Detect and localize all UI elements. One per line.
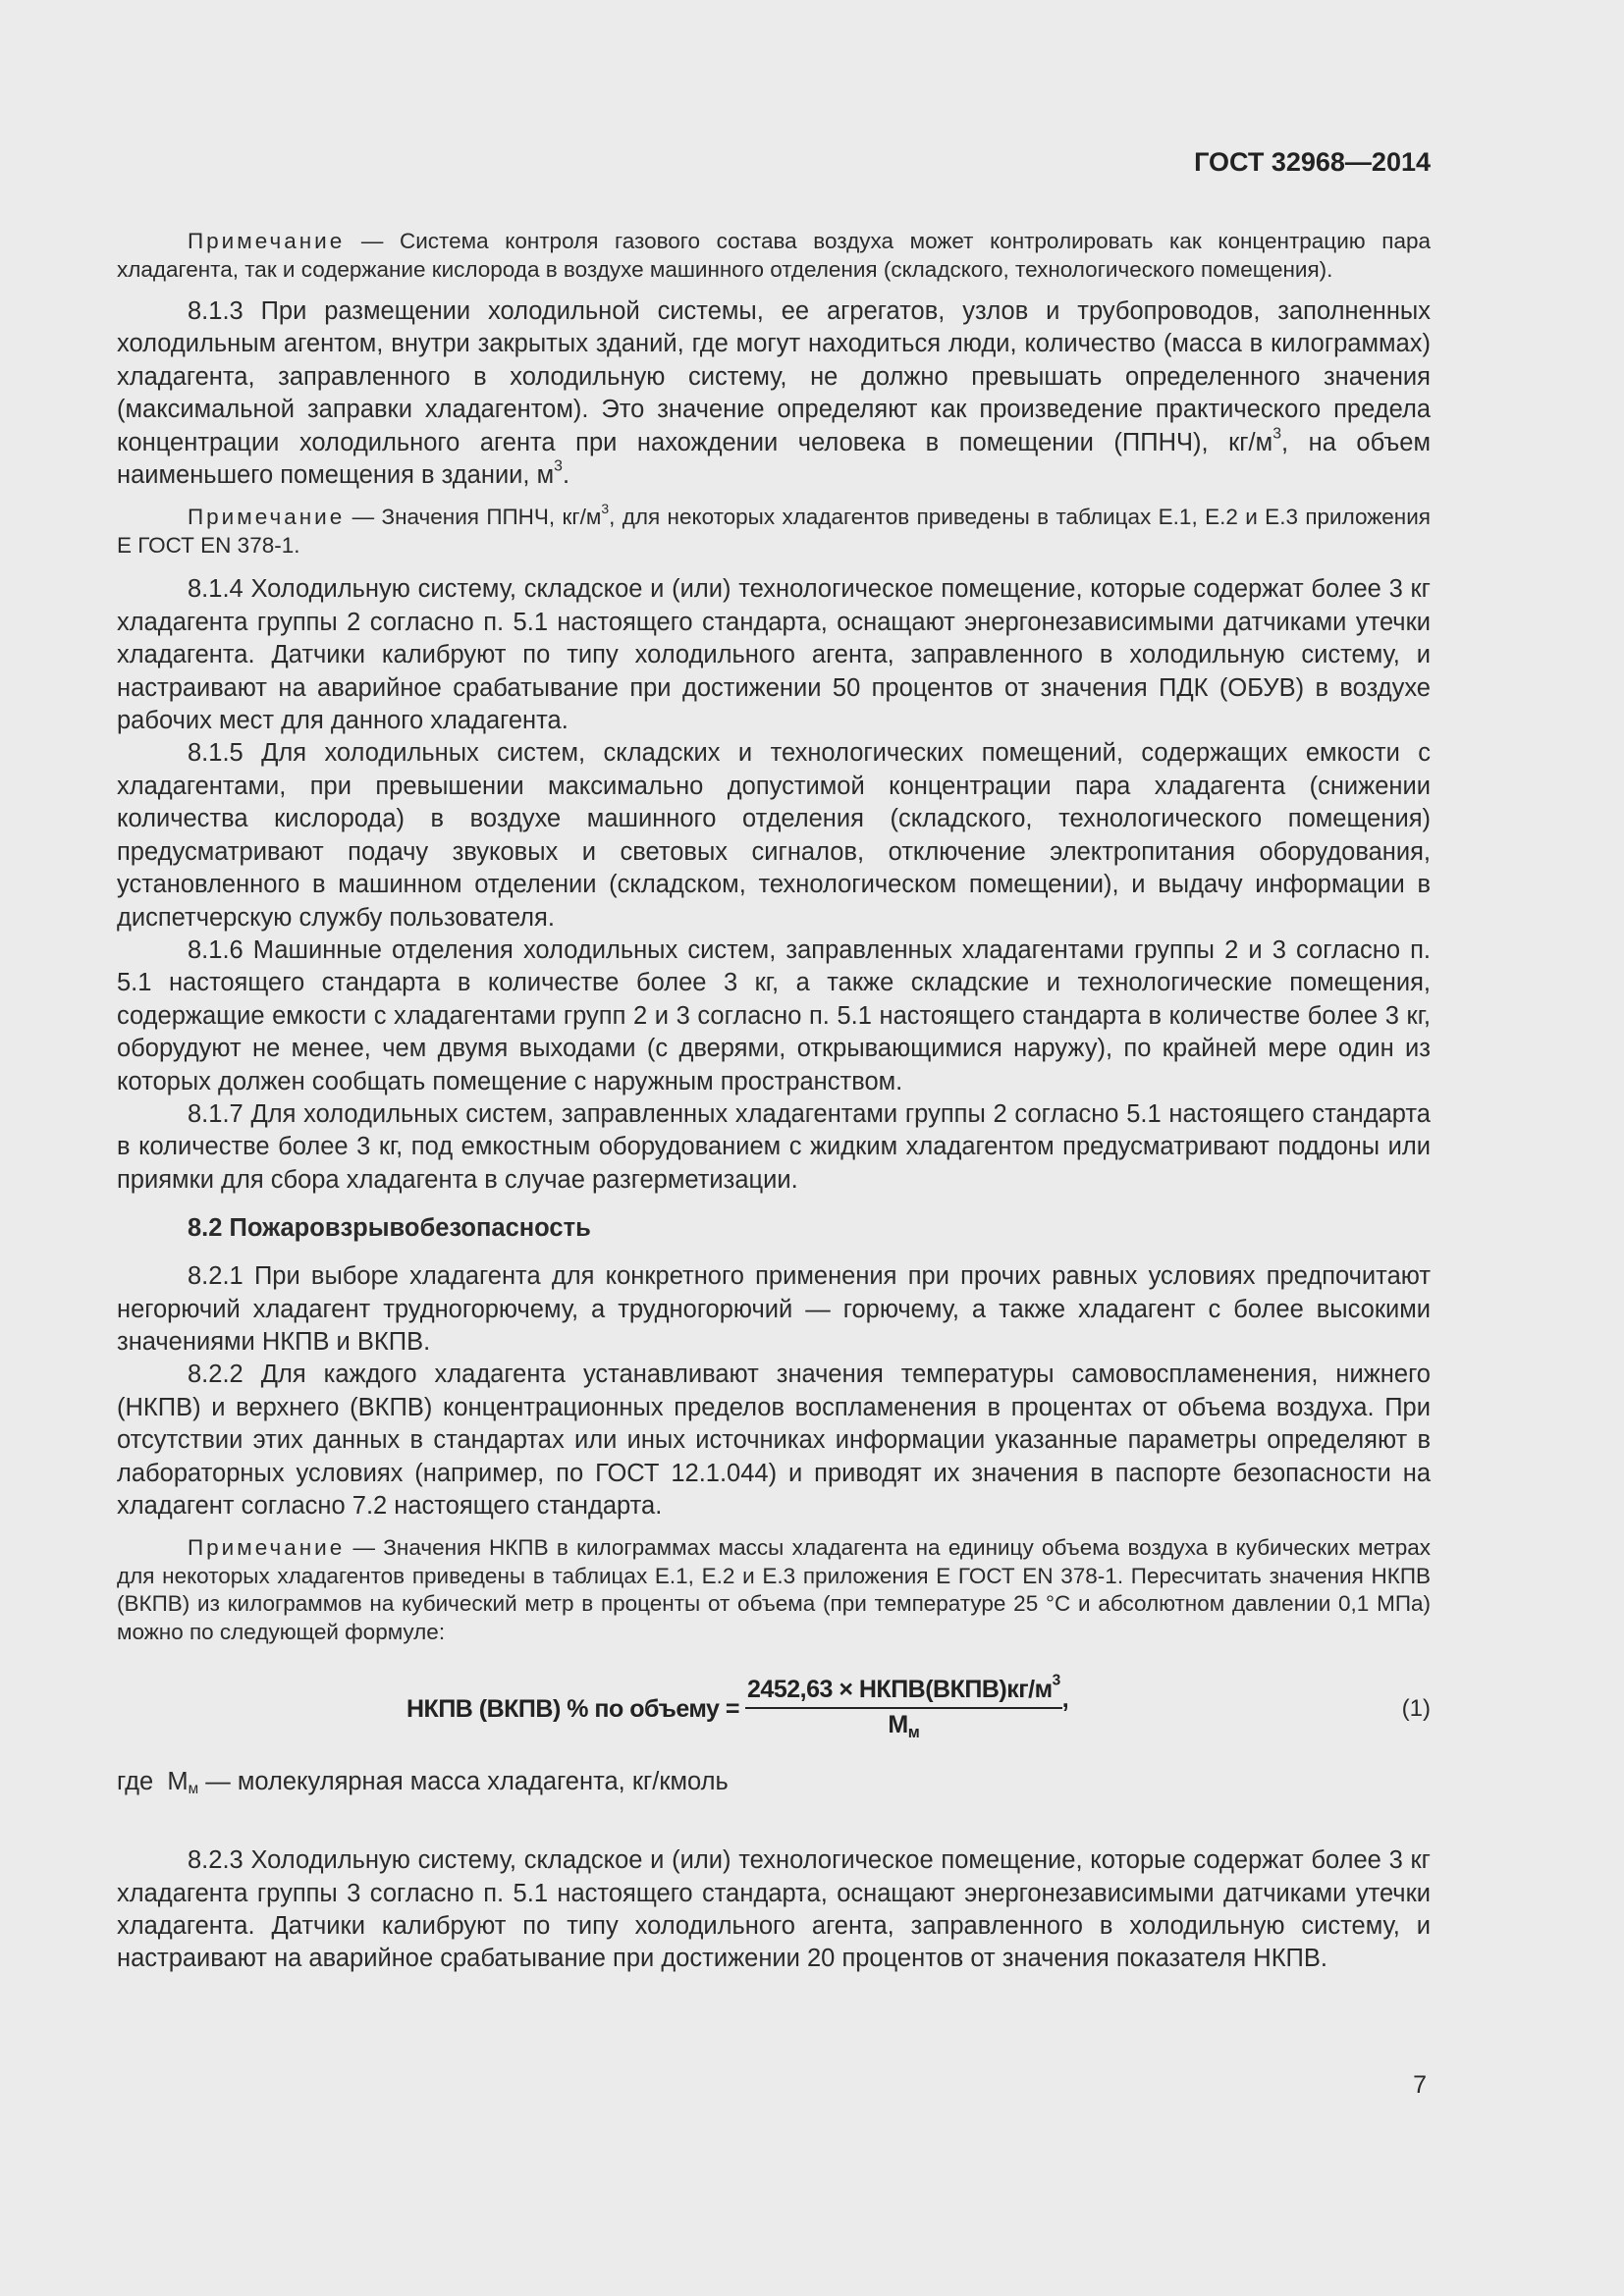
subscript: м [907, 1724, 920, 1742]
note-label: Примечание [188, 229, 346, 253]
paragraph-8-1-4: 8.1.4 Холодильную систему, складское и (или) технологическое помещение, которые содержат более 3 кг хладагента группы 2 согласно п. 5.1 настоящего стандарта, оснащают энергонезависимыми датчиками утечки хладагента. Датчики калибруют по типу холодильного агента, заправленного в холодильную систему, и настраивают на аварийное срабатывание при достижении 50 процентов от значения ПДК (ОБУВ) в воздухе рабочих мест для данного хладагента. [117, 575, 1431, 735]
note-label: Примечание [188, 1535, 346, 1561]
note-nkpv-conversion [117, 1534, 1431, 1646]
formula-lhs: НКПВ (ВКПВ) % по объему = [406, 1694, 740, 1723]
note-label: Примечание [188, 505, 346, 530]
formula-fraction [745, 1673, 1062, 1742]
formula-block [117, 1673, 1431, 1766]
paragraph-text: , на объем наименьшего помещения в здании, м [117, 428, 1432, 490]
note-text: , для некоторых хладагентов приведены в таблицах Е.1, Е.2 и Е.3 приложения Е ГОСТ EN 378-1. [117, 505, 1431, 558]
formula-where-clause [117, 1766, 1431, 1805]
page-number: 7 [1413, 2071, 1427, 2099]
paragraph-text: 8.1.3 При размещении холодильной системы, ее агрегатов, узлов и трубопроводов, заполненных холодильным агентом, внутри закрытых зданий, где могут находиться люди, количество (масса в килограммах) хладагента, заправленного в холодильную систему, не должно превышать определенного значения (максимальной заправки хладагентом). Это значение определяют как произведение практического предела концентрации холодильного агента при нахождении человека в помещении (ППНЧ), кг/м [117, 297, 1431, 456]
superscript: 3 [1052, 1673, 1060, 1690]
paragraph-text: . [562, 461, 570, 490]
paragraph-8-2-2: 8.2.2 Для каждого хладагента устанавливают значения температуры самовоспламенения, нижнего (НКПВ) и верхнего (ВКПВ) концентрационных пределов воспламенения в процентах от объема воздуха. При отсутствии этих данных в стандартах или иных источниках информации указанные параметры определяют в лабораторных условиях (например, по ГОСТ 12.1.044) и приводят их значения в паспорте безопасности на хладагент согласно 7.2 настоящего стандарта. [117, 1361, 1431, 1520]
document-code-header: ГОСТ 32968—2014 [1194, 147, 1431, 177]
superscript: 3 [1272, 424, 1281, 442]
subscript: м [188, 1781, 199, 1798]
numerator-text: 2452,63 × НКПВ(ВКПВ)кг/м [747, 1676, 1053, 1704]
paragraph-8-1-7: 8.1.7 Для холодильных систем, заправленных хладагентами группы 2 согласно 5.1 настоящего стандарта в количестве более 3 кг, под емкостным оборудованием с жидким хладагентом предусматривают поддоны или приямки для сбора хладагента в случае разгерметизации. [117, 1099, 1431, 1194]
denominator-text: М [888, 1711, 908, 1739]
note-system-control [117, 228, 1431, 284]
paragraph-8-2-1: 8.2.1 При выборе хладагента для конкретного применения при прочих равных условиях предпочитают негорючий хладагент трудногорючему, а трудногорючий — горючему, а также хладагент с более высокими значениями НКПВ и ВКПВ. [117, 1262, 1431, 1356]
paragraph-8-1-5: 8.1.5 Для холодильных систем, складских и технологических помещений, содержащих емкости с хладагентами, при превышении максимально допустимой концентрации пара хладагента (снижении количества кислорода) в воздухе машинного отделения (складского, технологического помещения) предусматривают подачу звуковых и световых сигналов, отключение электропитания оборудования, установленного в машинном отделении (складском, технологическом помещении), и выдачу информации в диспетчерскую службу пользователя. [117, 739, 1431, 932]
formula [406, 1673, 1069, 1742]
where-text: — молекулярная масса хладагента, кг/кмоль [198, 1768, 729, 1796]
paragraph-8-2-3: 8.2.3 Холодильную систему, складское и (или) технологическое помещение, которые содержат более 3 кг хладагента группы 3 согласно п. 5.1 настоящего стандарта, оснащают энергонезависимыми датчиками утечки хладагента. Датчики калибруют по типу холодильного агента, заправленного в холодильную систему, и настраивают на аварийное срабатывание при достижении 20 процентов от значения показателя НКПВ. [117, 1846, 1431, 1973]
paragraph-8-1-6: 8.1.6 Машинные отделения холодильных систем, заправленных хладагентами группы 2 и 3 согласно п. 5.1 настоящего стандарта в количестве более 3 кг, а также складские и технологические помещения, содержащие емкости с хладагентами групп 2 и 3 согласно п. 5.1 настоящего стандарта в количестве более 3 кг, оборудуют не менее, чем двумя выходами (с дверями, открывающимися наружу), по крайней мере один из которых должен сообщать помещение с наружным пространством. [117, 935, 1431, 1095]
note-text: — Система контроля газового состава воздуха может контролировать как концентрацию пара хладагента, так и содержание кислорода в воздухе машинного отделения (складского, технологического помещения). [117, 229, 1431, 282]
paragraph-8-1-3 [117, 295, 1431, 492]
where-prefix: где [117, 1768, 168, 1796]
formula-denominator [888, 1709, 919, 1742]
page-body [117, 0, 1431, 1976]
superscript: 3 [601, 501, 610, 517]
note-text: — Значения ППНЧ, кг/м [345, 505, 602, 530]
section-heading-8-2: 8.2 Пожаровзрывобезопасность [188, 1214, 591, 1243]
where-symbol: М [167, 1768, 189, 1796]
superscript: 3 [554, 457, 563, 475]
note-ppnch [117, 501, 1431, 560]
formula-comma: , [1061, 1684, 1069, 1713]
formula-number: (1) [1401, 1695, 1431, 1723]
formula-numerator [745, 1673, 1062, 1709]
note-text: — Значения НКПВ в килограммах массы хладагента на единицу объема воздуха в кубических метрах для некоторых хладагентов приведены в таблицах Е.1, Е.2 и Е.3 приложения Е ГОСТ EN 378-1. Пересчитать значения НКПВ (ВКПВ) из килограммов на кубический метр в проценты от объема (при температуре 25 °С и абсолютном давлении 0,1 МПа) можно по следующей формуле: [117, 1535, 1431, 1644]
